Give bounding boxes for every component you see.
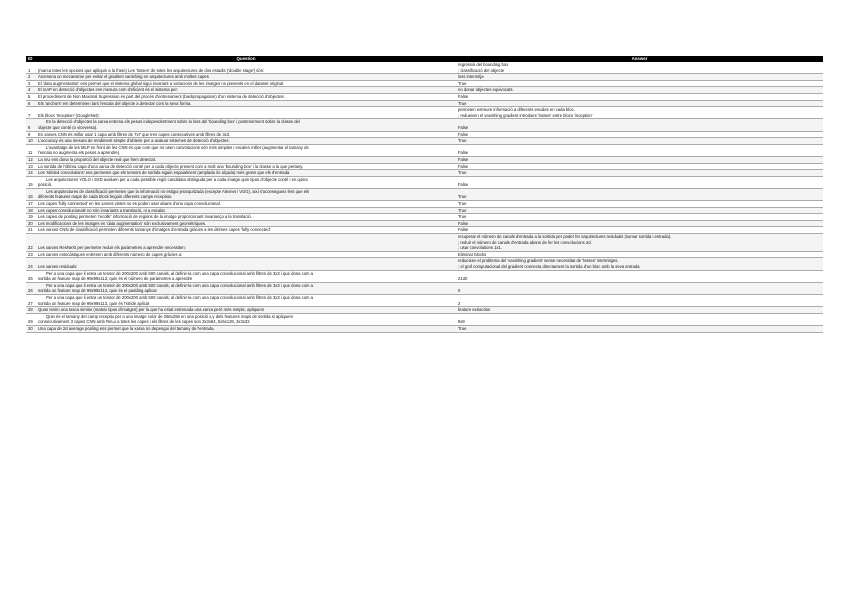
answer-text: False — [458, 156, 469, 162]
question-cell — [36, 220, 456, 227]
answer-text: 2130 — [458, 276, 468, 282]
question-cell — [36, 270, 456, 282]
row-id: 9 — [26, 131, 36, 138]
answer-cell — [456, 234, 823, 252]
table-row — [26, 251, 823, 258]
question-text: objecte que conté (o viceversa). — [38, 124, 98, 130]
answer-text: redueixen el problema del 'vanishing gradient' sense necessitat de 'losses' intermitges. — [458, 258, 619, 264]
table-row — [26, 80, 823, 87]
answer-text: Eliminar blocks — [458, 251, 487, 257]
question-text: Les capes 'fully connected' en les xarxes vistes no es poden usar abans d'una capa convolucional. — [38, 201, 221, 207]
row-id: 3 — [26, 80, 36, 87]
answer-text: True — [458, 194, 467, 200]
question-cell — [36, 282, 456, 294]
question-cell — [36, 251, 456, 258]
answer-text: True — [458, 138, 467, 144]
row-id: 25 — [26, 270, 36, 282]
question-cell — [36, 156, 456, 163]
answer-text: True — [458, 214, 467, 220]
answer-cell — [456, 80, 823, 87]
answer-text: ; classificació del objecte — [458, 67, 505, 73]
answer-cell — [456, 282, 823, 294]
question-cell — [36, 119, 456, 131]
table-row — [26, 188, 823, 200]
question-cell — [36, 325, 456, 332]
question-text: Els 'anchors' em determinen tant l'escala del objecte a detectar com la seva forma. — [38, 100, 192, 106]
table-body — [26, 62, 823, 332]
row-id: 22 — [26, 234, 36, 252]
answer-text: True — [458, 100, 467, 106]
table-row — [26, 107, 823, 119]
table-row — [26, 201, 823, 208]
answer-text: feature extraction — [458, 307, 491, 313]
row-id: 29 — [26, 313, 36, 325]
row-id: 2 — [26, 74, 36, 81]
answer-cell — [456, 107, 823, 119]
answer-text: False — [458, 93, 469, 99]
answer-text: ; el graf computacional del gradient connecta directament la sortida d'un bloc amb la seva entrada. — [458, 264, 641, 269]
row-id: 14 — [26, 170, 36, 177]
answer-cell — [456, 251, 823, 258]
row-id: 30 — [26, 325, 36, 332]
table-row — [26, 62, 823, 74]
table-row — [26, 74, 823, 81]
answer-cell — [456, 176, 823, 188]
answer-cell — [456, 294, 823, 306]
question-cell — [36, 138, 456, 145]
table-row — [26, 207, 823, 214]
question-text: Per a una capa que li entra un tensor de 200x200 amb 500 canals, al definir-la com una capa convolucional amb filtres de 3x3 i que dona com a — [46, 294, 314, 300]
question-text: Les arquitectures de classificació permeten que la informació no estigui jerarquitzada (excepte Alexnet i VGG), així s'aconsegueix fent que els — [46, 188, 310, 194]
table-row — [26, 220, 823, 227]
answer-text: False — [458, 150, 469, 156]
table-row — [26, 307, 823, 314]
question-cell — [36, 93, 456, 100]
question-text: Una capa de 2d average pooling ens permet que la xarxa no depengui del tamany de l'entrada. — [38, 325, 215, 331]
row-id: 16 — [26, 188, 36, 200]
question-text: L'avantatge de les MLP en front de les CNN és que com que no usen convolucions són més simples i escalen millor (augmentar el tamany de — [46, 144, 309, 150]
question-text: En xarxes CNN és millor usar 1 capa amb filtres de 7x7 que tres capes consecutives amb filtres de 3x3. — [38, 131, 231, 137]
table-row — [26, 170, 823, 177]
question-cell — [36, 313, 456, 325]
answer-text: 0 — [458, 288, 461, 294]
answer-cell — [456, 313, 823, 325]
table-row — [26, 270, 823, 282]
answer-text: ; reduir el número de canals d'entrada abans de fer les convolucions 2d. — [458, 239, 592, 245]
question-text: sortida un feature map de 99x99x113, quin és el padding aplicat — [38, 288, 157, 294]
question-text: Les capes de pooling permeten 'recollir' informació de regions de la imatge proporcionant invariança a la translació. — [38, 214, 252, 220]
answer-cell — [456, 214, 823, 221]
header-answer: Answer — [456, 56, 823, 62]
spreadsheet — [26, 56, 823, 333]
answer-text: False — [458, 131, 469, 137]
answer-text: False — [458, 182, 469, 188]
question-text: Anomena un mecanisme per evitar el gradient vanishing en arquitectures amb moltes capes — [38, 74, 209, 80]
answer-cell — [456, 227, 823, 234]
question-text: l'escala no augmenta els pesos a aprendre). — [38, 150, 121, 156]
question-cell — [36, 100, 456, 107]
row-id: 20 — [26, 220, 36, 227]
question-cell — [36, 227, 456, 234]
question-text: posició. — [38, 182, 53, 188]
row-id: 1 — [26, 62, 36, 74]
row-id: 15 — [26, 176, 36, 188]
row-id: 5 — [26, 93, 36, 100]
question-text: En la detecció d'objectes la xarxa entrena els pesos independentment sobre la loss del 'bounding box' i posteriorment sobre la classe del — [46, 119, 300, 125]
question-cell — [36, 163, 456, 170]
table-row — [26, 313, 823, 325]
row-id: 24 — [26, 258, 36, 270]
row-id: 26 — [26, 282, 36, 294]
question-cell — [36, 131, 456, 138]
question-text: Les xarxes residuals: — [38, 264, 78, 269]
question-cell — [36, 80, 456, 87]
question-text: L'accuracy és una mesura de rendiment simple d'obtenir per a avaluar sistemes de detecció d'objectes. — [38, 138, 230, 144]
question-cell — [36, 207, 456, 214]
answer-text: True — [458, 201, 467, 207]
answer-cell — [456, 100, 823, 107]
question-cell — [36, 170, 456, 177]
answer-cell — [456, 188, 823, 200]
question-cell — [36, 234, 456, 252]
header-id: ID — [26, 56, 36, 62]
question-cell — [36, 258, 456, 270]
question-text: Les xarxes ResNeXt per permetre reduir els paràmetres a aprendre necessiten: — [38, 245, 186, 251]
table-row — [26, 144, 823, 156]
question-text: Els blocs 'Inception' (GoogleNet): — [38, 112, 100, 118]
row-id: 10 — [26, 138, 36, 145]
answer-text: ; redueixen el vanishing gradient introduint 'losses' entre blocs 'inception' — [458, 112, 593, 118]
question-cell — [36, 62, 456, 74]
table-row — [26, 131, 823, 138]
table-row — [26, 227, 823, 234]
answer-cell — [456, 220, 823, 227]
answer-text: True — [458, 207, 467, 213]
table-row — [26, 93, 823, 100]
answer-cell — [456, 163, 823, 170]
answer-cell — [456, 138, 823, 145]
question-text: Les xarxes estocàstiques entrenen amb diferents número de capes gràcies a: — [38, 251, 183, 257]
row-id: 28 — [26, 307, 36, 314]
answer-text: True — [458, 80, 467, 86]
answer-cell — [456, 93, 823, 100]
row-id: 4 — [26, 87, 36, 94]
question-text: La sortida de l'última capa d'una xarxa de detecció conté per a cada objecte present com a molt una 'bounding box' i la classe a la que pertany. — [38, 163, 304, 169]
table-row — [26, 176, 823, 188]
answer-cell — [456, 87, 823, 94]
row-id: 17 — [26, 201, 36, 208]
answer-text: False — [458, 227, 469, 233]
question-text: diferents features maps de cada block tinguin diferents camps receptius. — [38, 194, 173, 200]
question-cell — [36, 87, 456, 94]
question-text: Les 'strided convolutions' ens permeten que els tensors de sortida siguin espaialment (amplada i/o alçada) més grans que els d'entrada. — [38, 170, 291, 176]
question-text: Les xarxes CNN de classificació permeten diferents tamanys d'imatges d'entrada gràcies a les últimes capes 'fully connected' — [38, 227, 271, 233]
table-row — [26, 100, 823, 107]
row-id: 18 — [26, 207, 36, 214]
question-cell — [36, 201, 456, 208]
row-id: 7 — [26, 107, 36, 119]
answer-cell — [456, 62, 823, 74]
answer-cell — [456, 270, 823, 282]
question-text: sortida un feature map de 99x99x113, quin és l'stride aplicat — [38, 300, 150, 306]
table-row — [26, 325, 823, 332]
answer-cell — [456, 258, 823, 270]
answer-cell — [456, 74, 823, 81]
answer-text: 2 — [458, 300, 461, 306]
question-cell — [36, 294, 456, 306]
answer-text: True — [458, 170, 467, 176]
question-text: El 'data augmentation' ens permet que el sistema global sigui invariant a variacions de les imatges no presents en el dataset original. — [38, 80, 285, 86]
row-id: 21 — [26, 227, 36, 234]
table-row — [26, 138, 823, 145]
question-text: Les modificacions de les imatges en 'data augmentation' són exclusivament geomètriques. — [38, 220, 207, 226]
answer-text: False — [458, 124, 469, 130]
header-question: Question — [36, 56, 456, 62]
question-cell — [36, 307, 456, 314]
answer-cell — [456, 307, 823, 314]
answer-cell — [456, 131, 823, 138]
answer-text: regressió del bounding box — [458, 62, 509, 67]
question-cell — [36, 214, 456, 221]
table-row — [26, 282, 823, 294]
question-text: Quin és el tamany del camp receptiu per a una imatge color de 256x256 en una posició x,y dels features maps de sortida si apliquem — [46, 313, 293, 319]
question-cell — [36, 74, 456, 81]
table-row — [26, 87, 823, 94]
question-text: Per a una capa que li entra un tensor de 200x200 amb 500 canals, al definir-la com una capa convolucional amb filtres de 3x3 i que dona com a — [46, 282, 314, 288]
question-cell — [36, 188, 456, 200]
question-cell — [36, 107, 456, 119]
question-text: El mAP en detecció d'objectes ens mesura com d'eficient és el sistema per: — [38, 87, 179, 93]
question-text: La IoU ens dona la proporció del objecte real que hem detectat. — [38, 156, 157, 162]
answer-text: 9x9 — [458, 319, 465, 325]
answer-cell — [456, 170, 823, 177]
table-row — [26, 214, 823, 221]
row-id: 12 — [26, 156, 36, 163]
question-text: El procediment de Non Maximal Supression és part del procés d'entrenament (backpropagation) d'un sistema de detecció d'objectes. — [38, 93, 285, 99]
questions-table — [26, 56, 823, 333]
answer-text: ; usar convolutions 1x1. — [458, 245, 502, 251]
question-text: Per a una capa que li entra un tensor de 200x200 amb 500 canals, al definir-la com una capa convolucional amb filtres de 3x3 i que dona com a — [46, 270, 314, 276]
answer-text: True — [458, 325, 467, 331]
answer-cell — [456, 325, 823, 332]
answer-cell — [456, 144, 823, 156]
answer-cell — [456, 156, 823, 163]
answer-text: False — [458, 220, 469, 226]
answer-text: permeten extreure informació a diferents escales en cada bloc. — [458, 107, 575, 113]
row-id: 6 — [26, 100, 36, 107]
row-id: 13 — [26, 163, 36, 170]
question-text: Les capes convolucionals no són invariants a translació, ni a escalat. — [38, 207, 166, 213]
answer-text: False — [458, 163, 469, 169]
answer-cell — [456, 207, 823, 214]
question-text: sortida un feature map de 99x99x113, quin és el número de paràmetres a aprendre — [38, 276, 193, 282]
table-row — [26, 163, 823, 170]
answer-cell — [456, 201, 823, 208]
table-row — [26, 234, 823, 252]
answer-text: loss intermitja — [458, 74, 484, 80]
row-id: 11 — [26, 144, 36, 156]
question-text: Les arquitectures YOLO i SSD avaluen per a cada possible regió candidata obtinguda per a cada imatge quin tipus d'objecte conté i en quina — [46, 176, 308, 182]
row-id: 8 — [26, 119, 36, 131]
question-text: (marca totes les opcions que apliquin a la frase) Les 'losses' de totes les arquitectures de dos estadis ('double stage') són: — [38, 67, 265, 73]
row-id: 23 — [26, 251, 36, 258]
table-row — [26, 258, 823, 270]
answer-text: no donar objectes equivocats. — [458, 87, 514, 93]
row-id: 27 — [26, 294, 36, 306]
answer-text: recuperar el número de canals d'entrada a la sortida per poder fer arquitectures residuals (sumar sortida i entrada). — [458, 234, 672, 240]
question-text: consecutivament 3 capes CNN amb ReLu a totes les capes i els filtres de les capes son 3x3x64, 5x5x128, 3x3x32 — [38, 319, 250, 325]
table-row — [26, 294, 823, 306]
answer-cell — [456, 119, 823, 131]
row-id: 19 — [26, 214, 36, 221]
question-cell — [36, 176, 456, 188]
table-row — [26, 119, 823, 131]
question-text: Quan tenim una tasca similar (mateix tipus d'imatges) per la que ha estat entrenada una xarxa però més simple, apliquem — [38, 307, 265, 313]
question-cell — [36, 144, 456, 156]
table-row — [26, 156, 823, 163]
